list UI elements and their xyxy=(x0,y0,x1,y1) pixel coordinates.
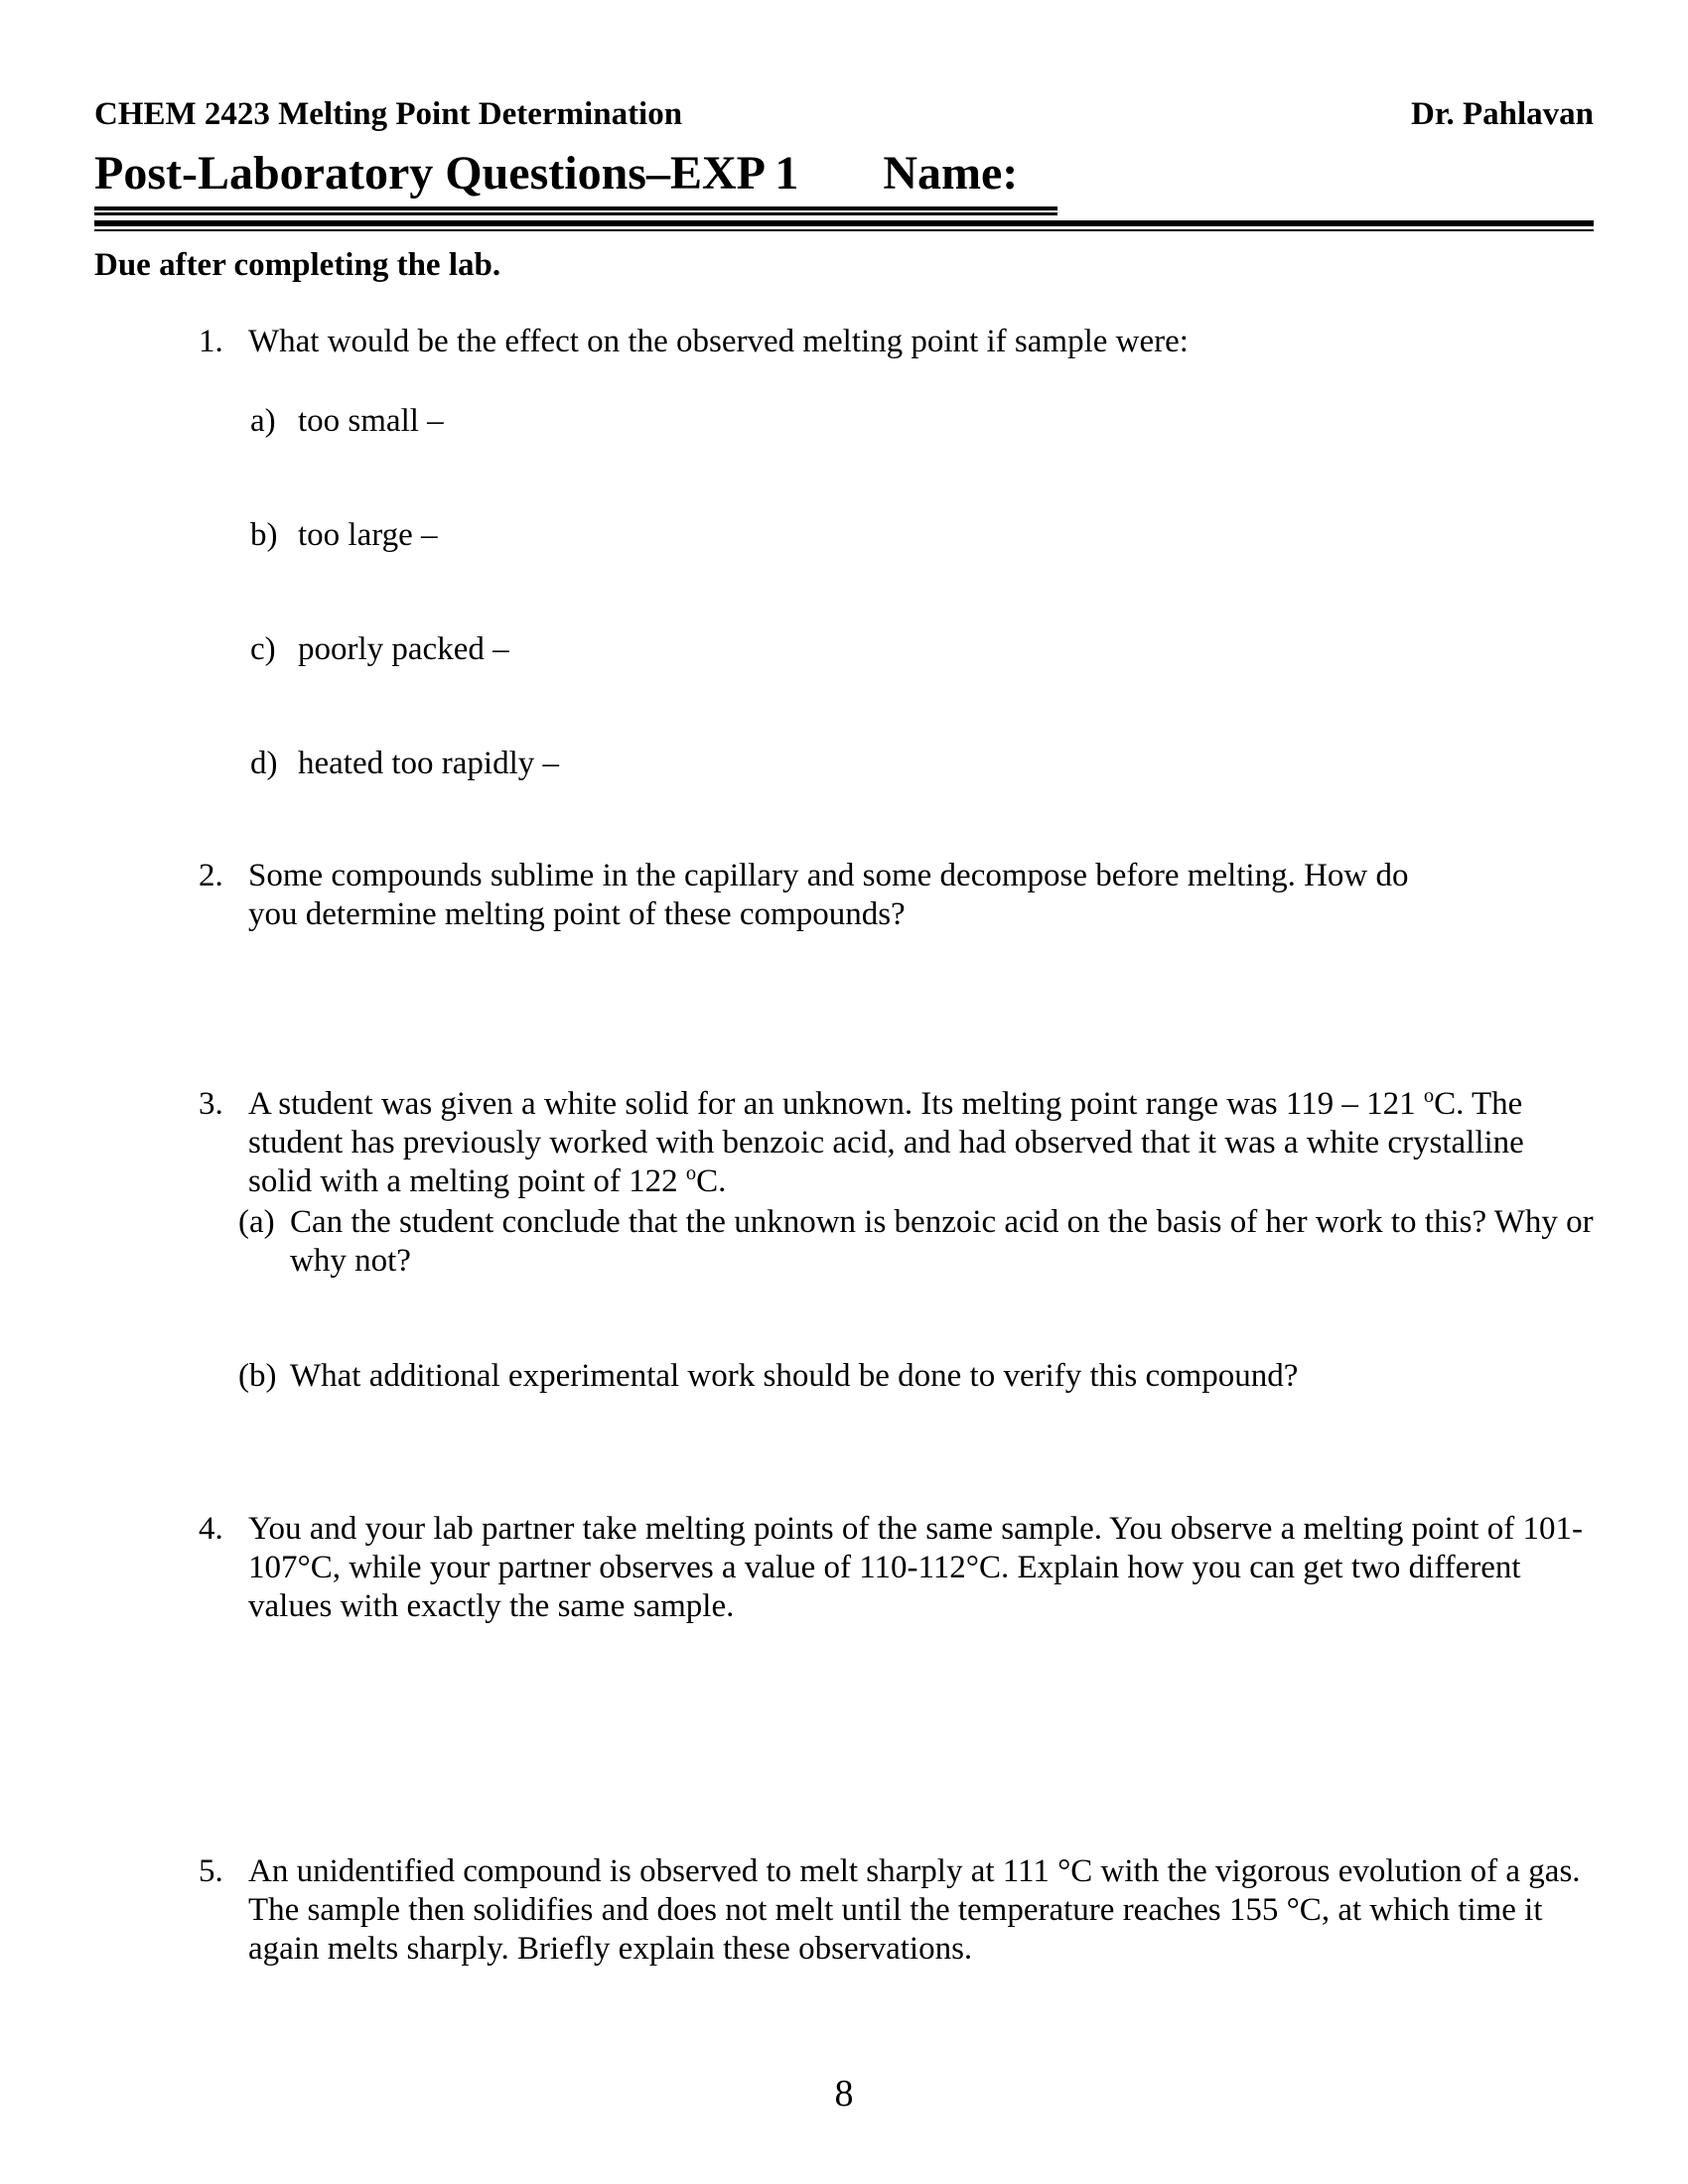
sub-marker: b) xyxy=(250,517,278,553)
question-number: 5. xyxy=(199,1853,223,1889)
sub-marker: d) xyxy=(250,746,278,781)
question-3-sub-a xyxy=(94,1203,1594,1281)
question-1 xyxy=(94,323,1594,361)
sub-text: too large – xyxy=(298,517,438,553)
doc-title: Post-Laboratory Questions–EXP 1 xyxy=(94,147,799,200)
sub-marker: (a) xyxy=(238,1204,275,1240)
header xyxy=(94,94,1594,134)
question-number: 4. xyxy=(199,1511,223,1547)
doc-title-underlined xyxy=(94,146,1057,210)
question-1-sub-d xyxy=(94,745,1594,783)
question-text: An unidentified compound is observed to melt sharply at 111 °C with the vigorous evolution of a gas. The sample then solidifies and does not melt until the temperature reaches 155 °C, at which time it again melts sharply. Briefly explain these observations. xyxy=(248,1853,1581,1967)
sub-text: poorly packed – xyxy=(298,631,509,667)
due-note: Due after completing the lab. xyxy=(94,247,501,283)
question-1-sub-b xyxy=(94,516,1594,555)
instructor-name: Dr. Pahlavan xyxy=(1411,96,1594,132)
sub-text: too small – xyxy=(298,403,444,439)
question-2 xyxy=(94,857,1594,934)
question-number: 2. xyxy=(199,858,223,893)
question-text: You and your lab partner take melting points of the same sample. You observe a melting point of 101-107°C, while your partner observes a value of 110-112°C. Explain how you can get two different values with exactly the same sample. xyxy=(248,1511,1583,1624)
question-text: A student was given a white solid for an unknown. Its melting point range was 119 – 121 $^o$C. The student has previously worked with benzoic acid, and had observed that it was a white crystalline solid with a melting point of 122 $^o$C. xyxy=(248,1085,1524,1199)
question-3-sub-b xyxy=(94,1357,1594,1396)
question-5 xyxy=(94,1852,1594,1969)
question-1-sub-a xyxy=(94,402,1594,441)
doc-title-row xyxy=(94,146,1594,210)
sub-text: Can the student conclude that the unknown is benzoic acid on the basis of her work to this? Why or why not? xyxy=(290,1204,1594,1279)
sub-text: heated too rapidly – xyxy=(298,746,560,781)
question-number: 1. xyxy=(199,324,223,359)
question-text: What would be the effect on the observed melting point if sample were: xyxy=(248,324,1189,359)
question-text: Some compounds sublime in the capillary and some decompose before melting. How do you determine melting point of these compounds? xyxy=(248,858,1409,932)
question-1-sub-c xyxy=(94,630,1594,669)
sub-marker: (b) xyxy=(238,1358,277,1394)
course-title: CHEM 2423 Melting Point Determination xyxy=(94,96,683,132)
question-4 xyxy=(94,1510,1594,1626)
sub-text: What additional experimental work should be done to verify this compound? xyxy=(290,1358,1299,1394)
header-rule xyxy=(94,220,1594,231)
sub-marker: c) xyxy=(250,631,276,667)
name-label: Name: xyxy=(883,147,1019,200)
question-3 xyxy=(94,1085,1594,1201)
sub-marker: a) xyxy=(250,403,276,439)
question-number: 3. xyxy=(199,1086,223,1122)
page-number: 8 xyxy=(834,2073,854,2115)
